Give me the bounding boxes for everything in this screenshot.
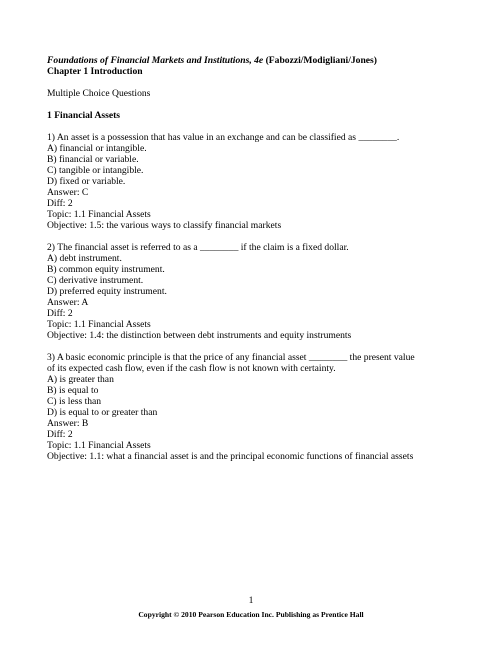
option-c: C) is less than: [47, 396, 102, 407]
answer: Answer: C: [47, 187, 89, 198]
document-page: [47, 55, 459, 473]
question-1: [47, 132, 459, 231]
book-authors: (Fabozzi/Modigliani/Jones): [263, 55, 377, 66]
question-stem-line-2: of its expected cash flow, even if the cash flow is not known with certainty.: [47, 363, 336, 374]
question-stem-line-1: 3) A basic economic principle is that the price of any financial asset ________ the present value: [47, 352, 415, 363]
subsection-title: 1 Financial Assets: [47, 110, 121, 121]
option-b: B) is equal to: [47, 385, 99, 396]
answer: Answer: A: [47, 297, 89, 308]
question-stem: 2) The financial asset is referred to as a ________ if the claim is a fixed dollar.: [47, 242, 349, 253]
difficulty: Diff: 2: [47, 308, 73, 319]
option-d: D) fixed or variable.: [47, 176, 126, 187]
objective: Objective: 1.5: the various ways to classify financial markets: [47, 220, 282, 231]
question-stem: 1) An asset is a possession that has value in an exchange and can be classified as ________.: [47, 132, 400, 143]
option-c: C) tangible or intangible.: [47, 165, 144, 176]
option-b: B) common equity instrument.: [47, 264, 165, 275]
topic: Topic: 1.1 Financial Assets: [47, 209, 151, 220]
difficulty: Diff: 2: [47, 429, 73, 440]
chapter-title: Chapter 1 Introduction: [47, 66, 143, 77]
question-2: [47, 242, 459, 341]
option-b: B) financial or variable.: [47, 154, 139, 165]
objective: Objective: 1.1: what a financial asset is and the principal economic functions of financial assets: [47, 451, 414, 462]
option-c: C) derivative instrument.: [47, 275, 144, 286]
answer: Answer: B: [47, 418, 89, 429]
page-number: 1: [248, 595, 254, 606]
option-d: D) preferred equity instrument.: [47, 286, 167, 297]
option-a: A) debt instrument.: [47, 253, 122, 264]
difficulty: Diff: 2: [47, 198, 73, 209]
copyright-notice: Copyright © 2010 Pearson Education Inc. Publishing as Prentice Hall: [138, 610, 364, 619]
option-a: A) is greater than: [47, 374, 114, 385]
option-d: D) is equal to or greater than: [47, 407, 158, 418]
section-label: Multiple Choice Questions: [47, 88, 151, 99]
objective: Objective: 1.4: the distinction between debt instruments and equity instruments: [47, 330, 352, 341]
book-title: Foundations of Financial Markets and Institutions, 4e: [47, 55, 264, 66]
option-a: A) financial or intangible.: [47, 143, 147, 154]
topic: Topic: 1.1 Financial Assets: [47, 319, 151, 330]
document-header: [47, 55, 459, 66]
topic: Topic: 1.1 Financial Assets: [47, 440, 151, 451]
question-3: [47, 352, 459, 462]
